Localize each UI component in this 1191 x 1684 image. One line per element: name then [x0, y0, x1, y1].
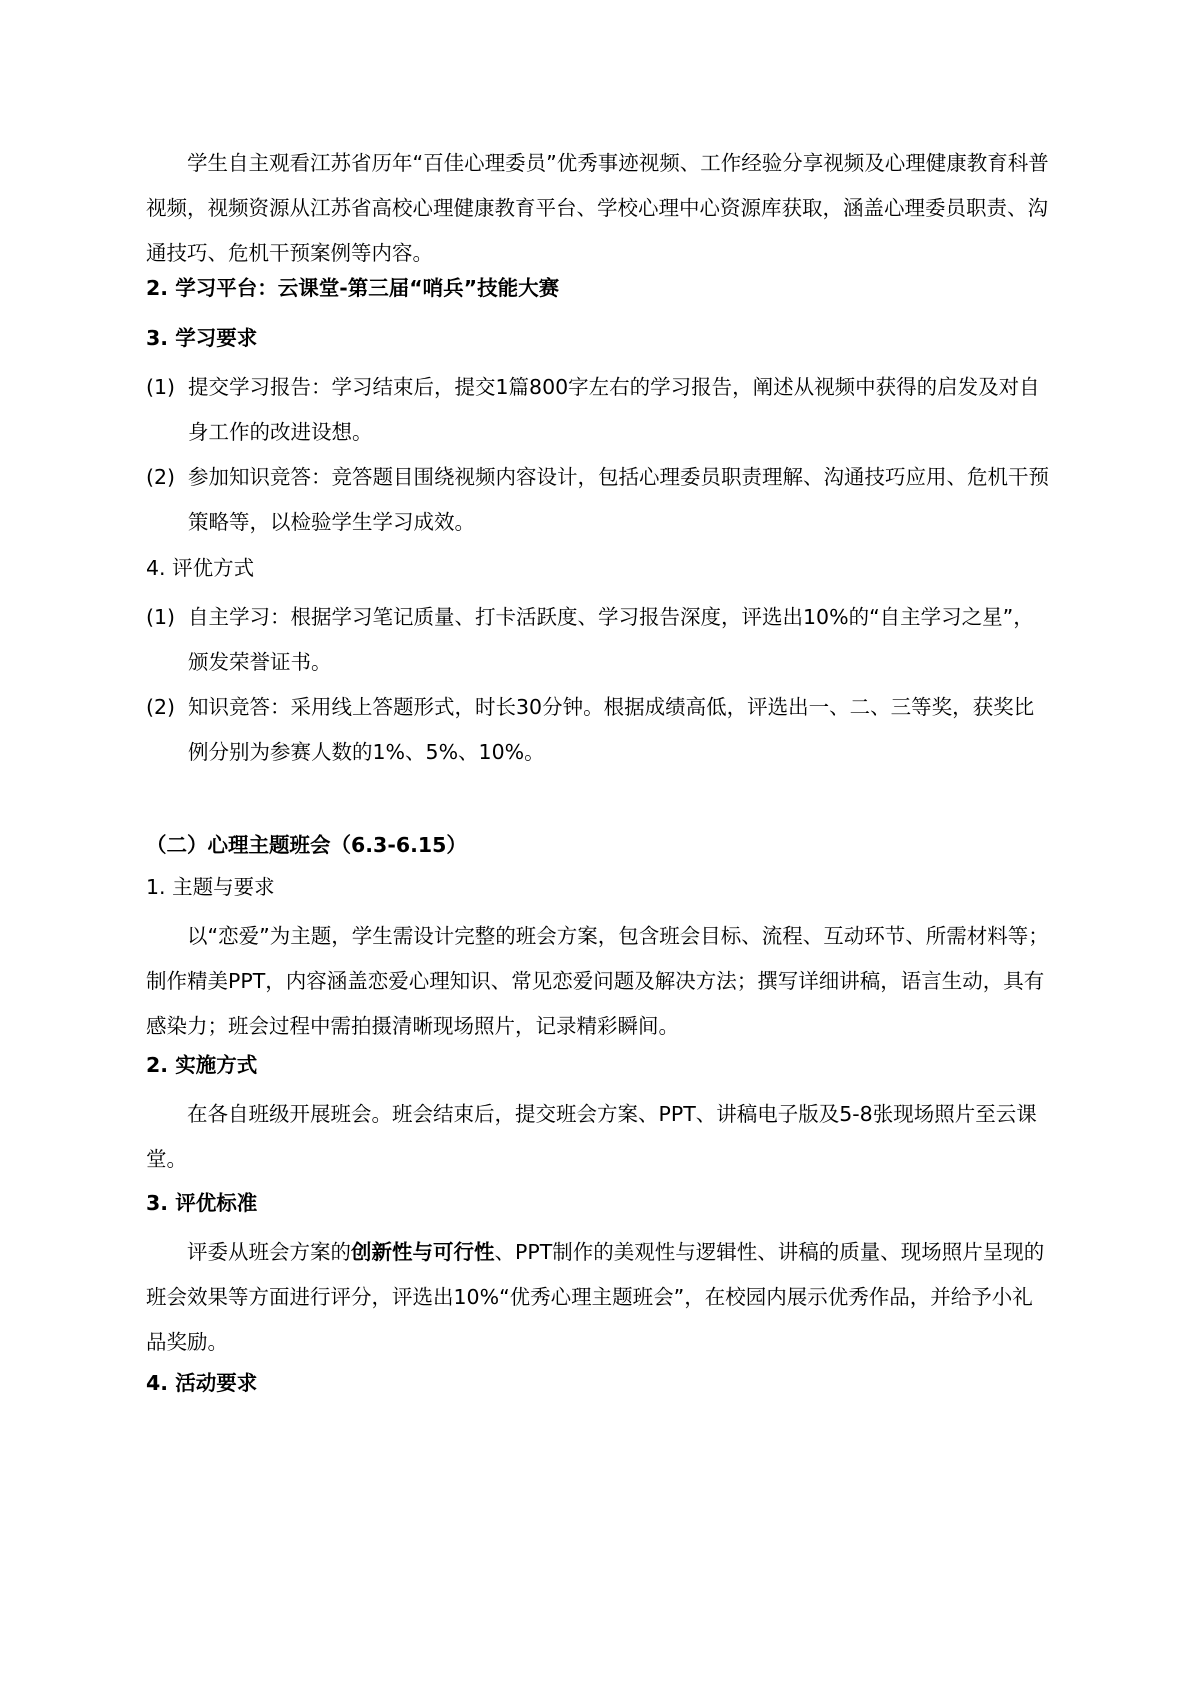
theme-paragraph: 以“恋爱”为主题，学生需设计完整的班会方案，包含班会目标、流程、互动环节、所需材料等；制作精美PPT，内容涵盖恋爱心理知识、常见恋爱问题及解决方法；撰写详细讲稿，语言生动，具有感染力；班会过程中需拍摄清晰现场照片，记录精彩瞬间。: [146, 924, 1049, 1038]
heading-theme: 1. 主题与要求: [146, 875, 275, 899]
list-item: [146, 365, 1051, 455]
list-item: [146, 685, 1051, 775]
method-paragraph: 在各自班级开展班会。班会结束后，提交班会方案、PPT、讲稿电子版及5-8张现场照片至云课堂。: [146, 1102, 1037, 1171]
criteria-emphasis: 创新性与可行性: [351, 1240, 495, 1264]
list-item: [146, 455, 1051, 545]
heading-evaluation: 4. 评优方式: [146, 556, 255, 580]
list-text: 知识竞答：采用线上答题形式，时长30分钟。根据成绩高低，评选出一、二、三等奖，获奖比例分别为参赛人数的1%、5%、10%。: [188, 695, 1035, 764]
list-text: 自主学习：根据学习笔记质量、打卡活跃度、学习报告深度，评选出10%的“自主学习之星”，颁发荣誉证书。: [188, 605, 1034, 674]
criteria-text-end: 、PPT制作的美观性与逻辑性、讲稿的质量、现场照片呈现的班会效果等方面进行评分，评选出10%“优秀心理主题班会”，在校园内展示优秀作品，并给予小礼品奖励。: [146, 1240, 1045, 1354]
heading-criteria: 3. 评优标准: [146, 1191, 258, 1215]
criteria-paragraph: [146, 1230, 1051, 1365]
list-number: (1): [146, 605, 176, 629]
section-title: （二）心理主题班会（6.3-6.15）: [146, 833, 467, 857]
criteria-text-start: 评委从班会方案的: [187, 1240, 351, 1264]
heading-requirements: 3. 学习要求: [146, 326, 258, 350]
list-number: (2): [146, 695, 176, 719]
heading-activity: 4. 活动要求: [146, 1371, 258, 1395]
intro-paragraph: 学生自主观看江苏省历年“百佳心理委员”优秀事迹视频、工作经验分享视频及心理健康教育科普视频，视频资源从江苏省高校心理健康教育平台、学校心理中心资源库获取，涵盖心理委员职责、沟通技巧、危机干预案例等内容。: [146, 151, 1049, 265]
list-number: (2): [146, 465, 176, 489]
list-item: [146, 595, 1051, 685]
list-number: (1): [146, 375, 176, 399]
heading-platform: 2. 学习平台：云课堂-第三届“哨兵”技能大赛: [146, 276, 560, 300]
list-text: 提交学习报告：学习结束后，提交1篇800字左右的学习报告，阐述从视频中获得的启发及对自身工作的改进设想。: [188, 375, 1040, 444]
list-text: 参加知识竞答：竞答题目围绕视频内容设计，包括心理委员职责理解、沟通技巧应用、危机干预策略等，以检验学生学习成效。: [188, 465, 1049, 534]
heading-method: 2. 实施方式: [146, 1053, 258, 1077]
